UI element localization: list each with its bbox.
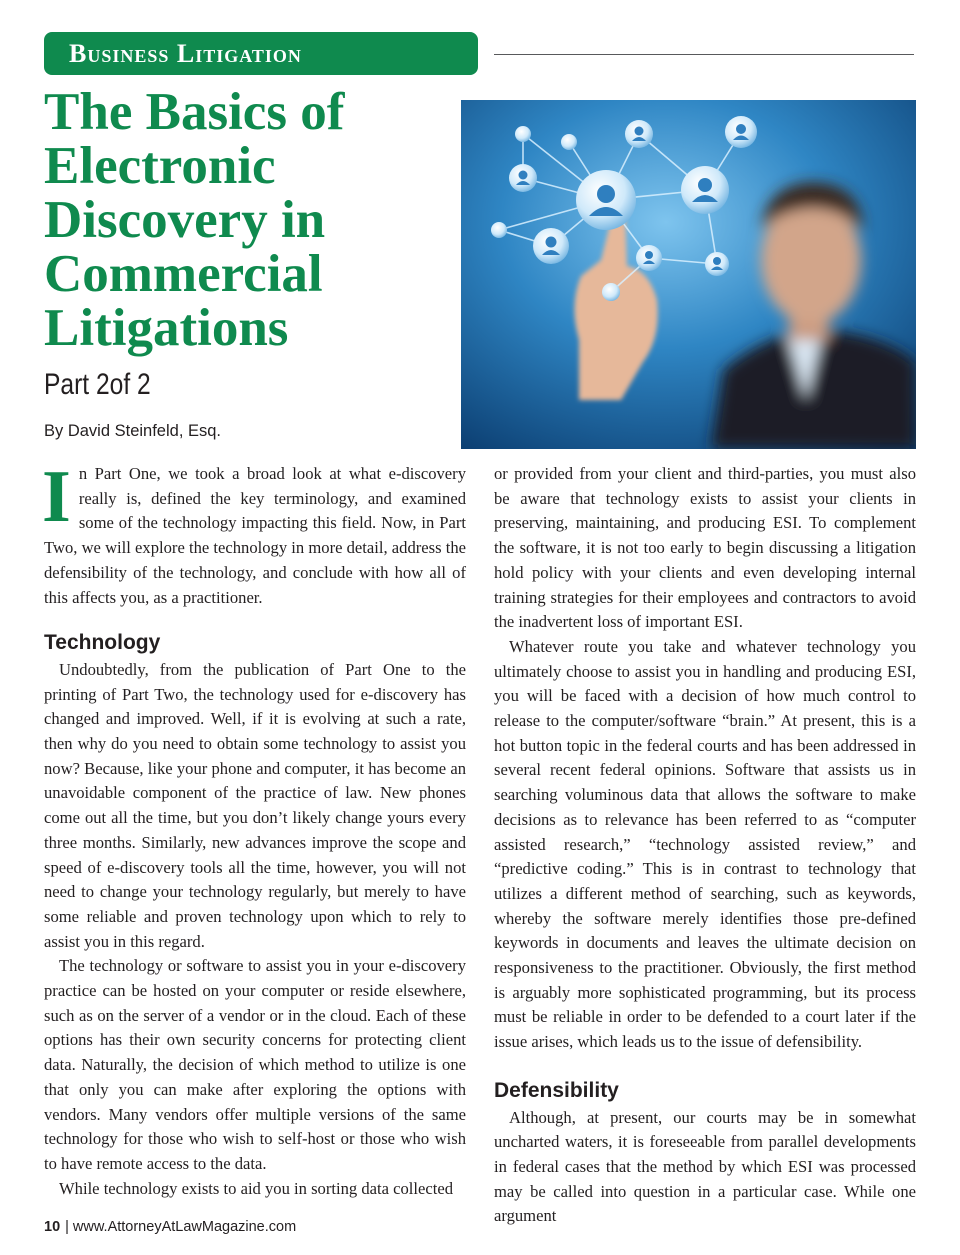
- left-column: [42, 456, 466, 1201]
- section-tab: [44, 32, 478, 75]
- body-paragraph: Although, at present, our courts may be in somewhat uncharted waters, it is foreseeable from parallel developments in federal cases that the method by which ESI was processed may be called into question in a particular case. While one argument: [494, 1107, 916, 1226]
- intro-paragraph: [42, 456, 466, 610]
- body-paragraph: Undoubtedly, from the publication of Part One to the printing of Part Two, the technology used for e-discovery has changed and improved. Well, if it is evolving at such a rate, then why do you need to obtain some technology to assist you now? Because, like your phone and computer, it has become an unavoidable component of the practice of law. New phones come out all the time, but you don’t likely change yours every three months. Similarly, new advances improve the scope and speed of e-discovery tools all the time, however, you will not need to change your technology regularly, but merely to have some reliable and proven technology upon which to rely to assist you in this regard.: [44, 659, 466, 951]
- intro-text: n Part One, we took a broad look at what e-discovery really is, defined the key terminology, and examined some of the technology impacting this field. Now, in Part Two, we will explore the technology in more detail, address the defensibility of the technology, and conclude with how all of this affects you, as a practitioner.: [44, 464, 466, 607]
- right-column: [494, 462, 916, 1229]
- heading-technology: Technology: [44, 631, 161, 655]
- body-paragraph: Whatever route you take and whatever technology you ultimately choose to assist you in handling and producing ESI, you will be faced with a decision of how much control to release to the computer/software “brain.” At present, this is a hot button topic in the federal courts and has been addressed in several recent federal opinions. Software that assists us in searching voluminous data that allows the software to make decisions as to relevance has been referred to as “computer assisted research,” “technology assisted review,” and “predictive coding.” This is in contrast to technology that utilizes a different method of searching, such as keywords, whereby the software merely identifies those pre-defined keywords in documents and leaves the ultimate decision on responsiveness to the practitioner. Obviously, the first method is arguably more sophisticated programming, but its process must be reliable in order to be defended to a court later if the issue arises, which leads us to the issue of defensibility.: [494, 636, 916, 1052]
- body-paragraph: While technology exists to aid you in sorting data collected: [59, 1178, 454, 1198]
- footer-separator: |: [65, 1219, 69, 1235]
- page-number: 10: [44, 1219, 61, 1235]
- body-paragraph: or provided from your client and third-parties, you must also be aware that technology exists to assist your clients in preserving, maintaining, and producing ESI. To complement the software, it is not too early to begin discussing a litigation hold policy with your clients and even developing internal training strategies for their employees and contractors to avoid the inadvertent loss of important ESI.: [494, 464, 916, 632]
- header-rule: [494, 54, 914, 55]
- body-paragraph: The technology or software to assist you in your e-discovery practice can be hosted on your computer or reside elsewhere, such as on the server of a vendor or in the cloud. Each of these options has their own security concerns for protecting client data. Naturally, the decision of which method to utilize is one that only you can make after exploring the options with vendors. Many vendors offer multiple versions of the same technology for those who wish to self-host or those who wish to have remote access to the data.: [44, 956, 466, 1173]
- article-photo: [461, 100, 916, 449]
- byline: By David Steinfeld, Esq.: [44, 422, 222, 440]
- article-subtitle: Part 2of 2: [44, 368, 151, 401]
- footer-url[interactable]: www.AttorneyAtLawMagazine.com: [72, 1219, 297, 1235]
- article-title: The Basics of Electronic Discovery in Commercial Litigations: [44, 83, 345, 357]
- page-footer: [44, 1219, 296, 1235]
- drop-cap: I: [42, 456, 71, 538]
- section-label: Business Litigation: [69, 39, 302, 68]
- heading-defensibility: Defensibility: [494, 1078, 619, 1102]
